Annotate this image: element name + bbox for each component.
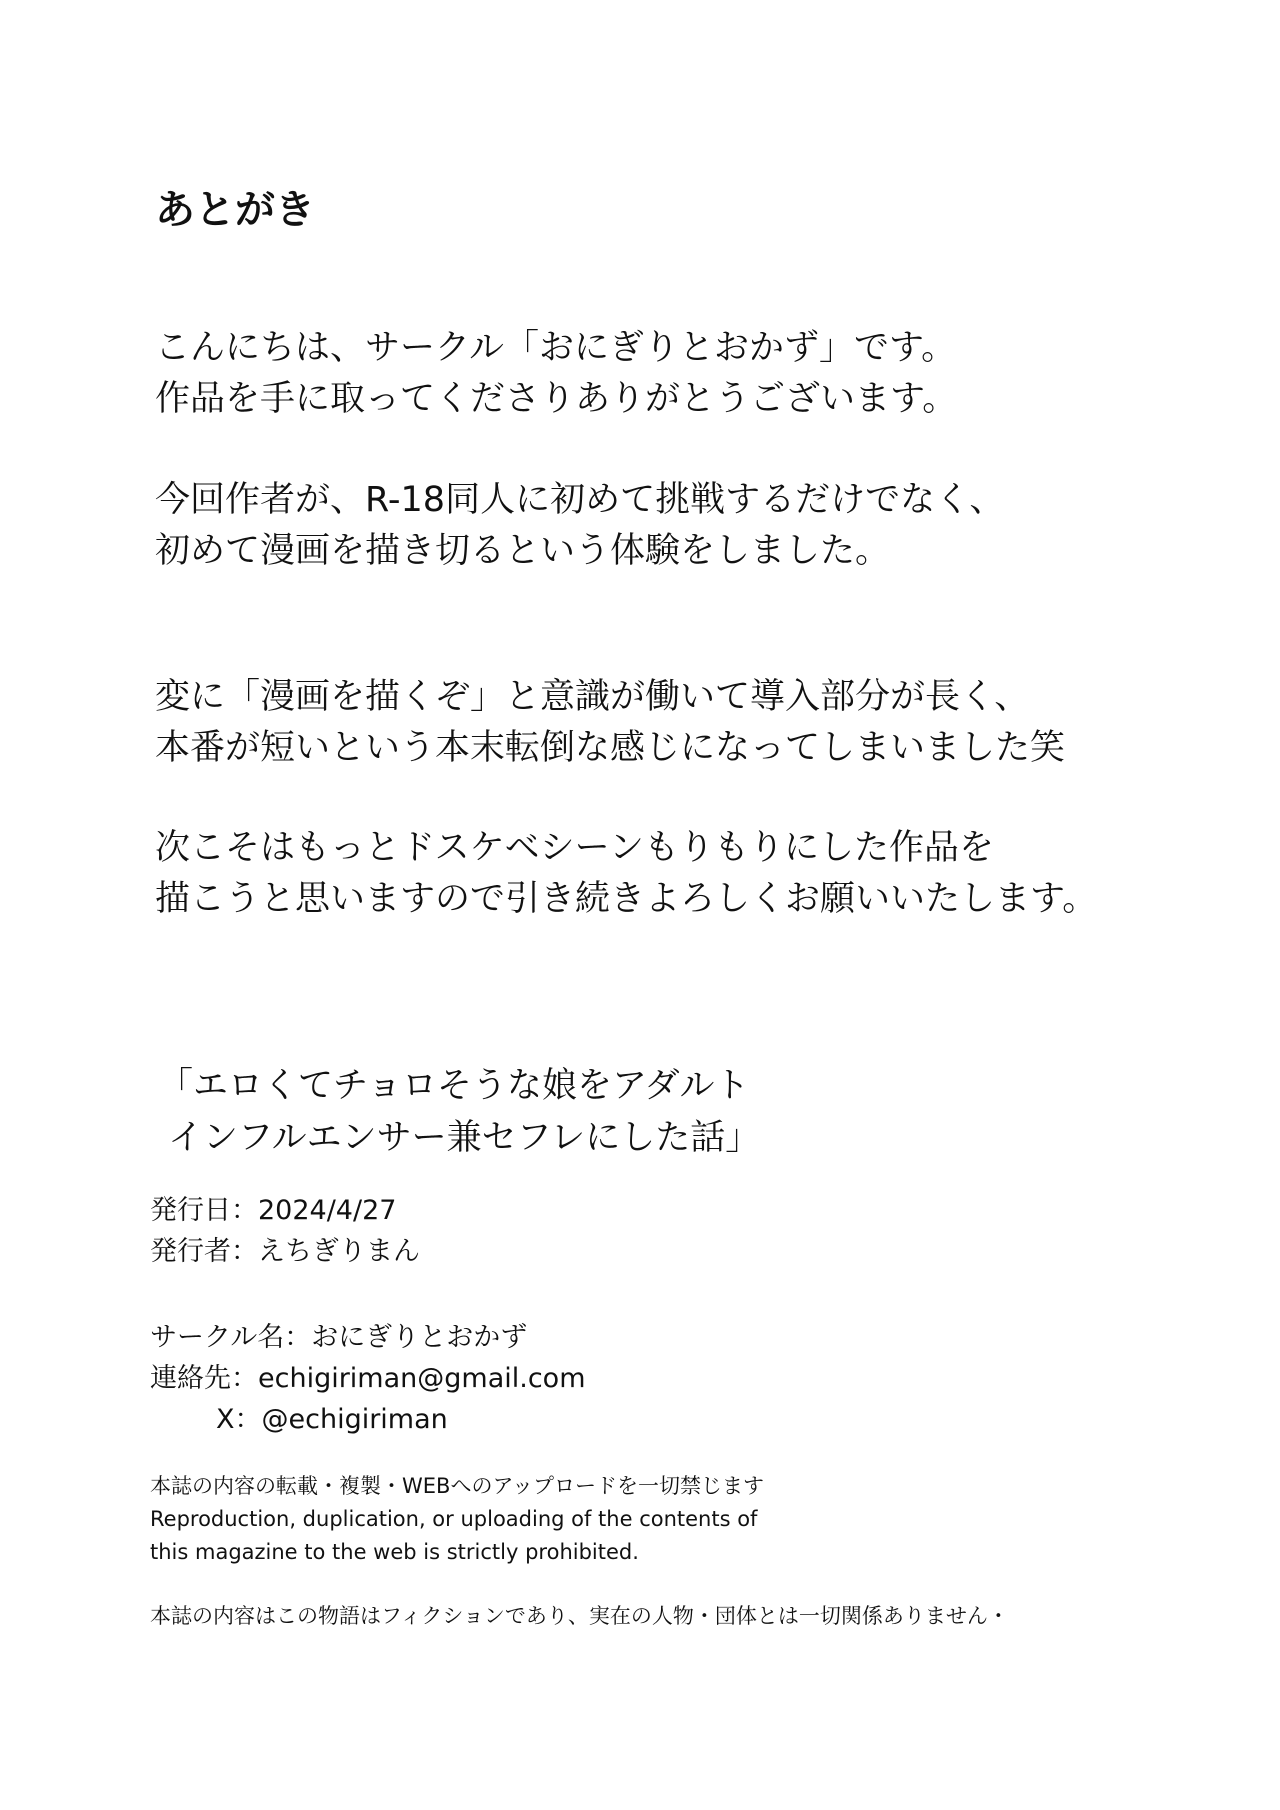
paragraph-challenge <box>155 475 1004 577</box>
notice-line: this magazine to the web is strictly prohibited. <box>150 1540 639 1564</box>
publish-date: 発行日：2024/4/27 <box>150 1195 397 1226</box>
colophon-contact <box>150 1317 586 1440</box>
fiction-notice <box>150 1600 1009 1633</box>
x-account: X：@echigiriman <box>216 1404 448 1435</box>
publisher: 発行者：えちぎりまん <box>150 1236 420 1267</box>
paragraph-line: 本番が短いという本末転倒な感じになってしまいました笑 <box>155 728 1066 768</box>
paragraph-line: 描こうと思いますので引き続きよろしくお願いいたします。 <box>155 879 1098 919</box>
work-title <box>158 1060 760 1164</box>
colophon-publication <box>150 1190 420 1272</box>
paragraph-greeting <box>155 323 957 425</box>
notice-line: 本誌の内容はこの物語はフィクションであり、実在の人物・団体とは一切関係ありません・ <box>150 1604 1009 1628</box>
page-title: あとがき <box>155 187 315 233</box>
work-title-line: 「エロくてチョロそうな娘をアダルト <box>158 1066 750 1106</box>
notice-line: 本誌の内容の転載・複製・WEBへのアップロードを一切禁じます <box>150 1474 764 1498</box>
paragraph-line: 作品を手に取ってくださりありがとうございます。 <box>155 379 958 419</box>
copyright-notice <box>150 1470 764 1569</box>
paragraph-line: 次こそはもっとドスケベシーンもりもりにした作品を <box>155 828 994 868</box>
work-title-line: インフルエンサー兼セフレにした話」 <box>168 1118 761 1158</box>
paragraph-line: 今回作者が、R-18同人に初めて挑戦するだけでなく、 <box>155 480 1005 520</box>
circle-name: サークル名：おにぎりとおかず <box>150 1322 528 1353</box>
contact-email: 連絡先：echigiriman@gmail.com <box>150 1363 586 1394</box>
paragraph-reflection <box>155 672 1065 774</box>
paragraph-line: 変に「漫画を描くぞ」と意識が働いて導入部分が長く、 <box>155 677 1030 717</box>
paragraph-line: 初めて漫画を描き切るという体験をしました。 <box>155 531 891 571</box>
paragraph-next-work <box>155 823 1097 925</box>
notice-line: Reproduction, duplication, or uploading of the contents of <box>150 1507 758 1531</box>
paragraph-line: こんにちは、サークル「おにぎりとおかず」です。 <box>155 328 957 368</box>
